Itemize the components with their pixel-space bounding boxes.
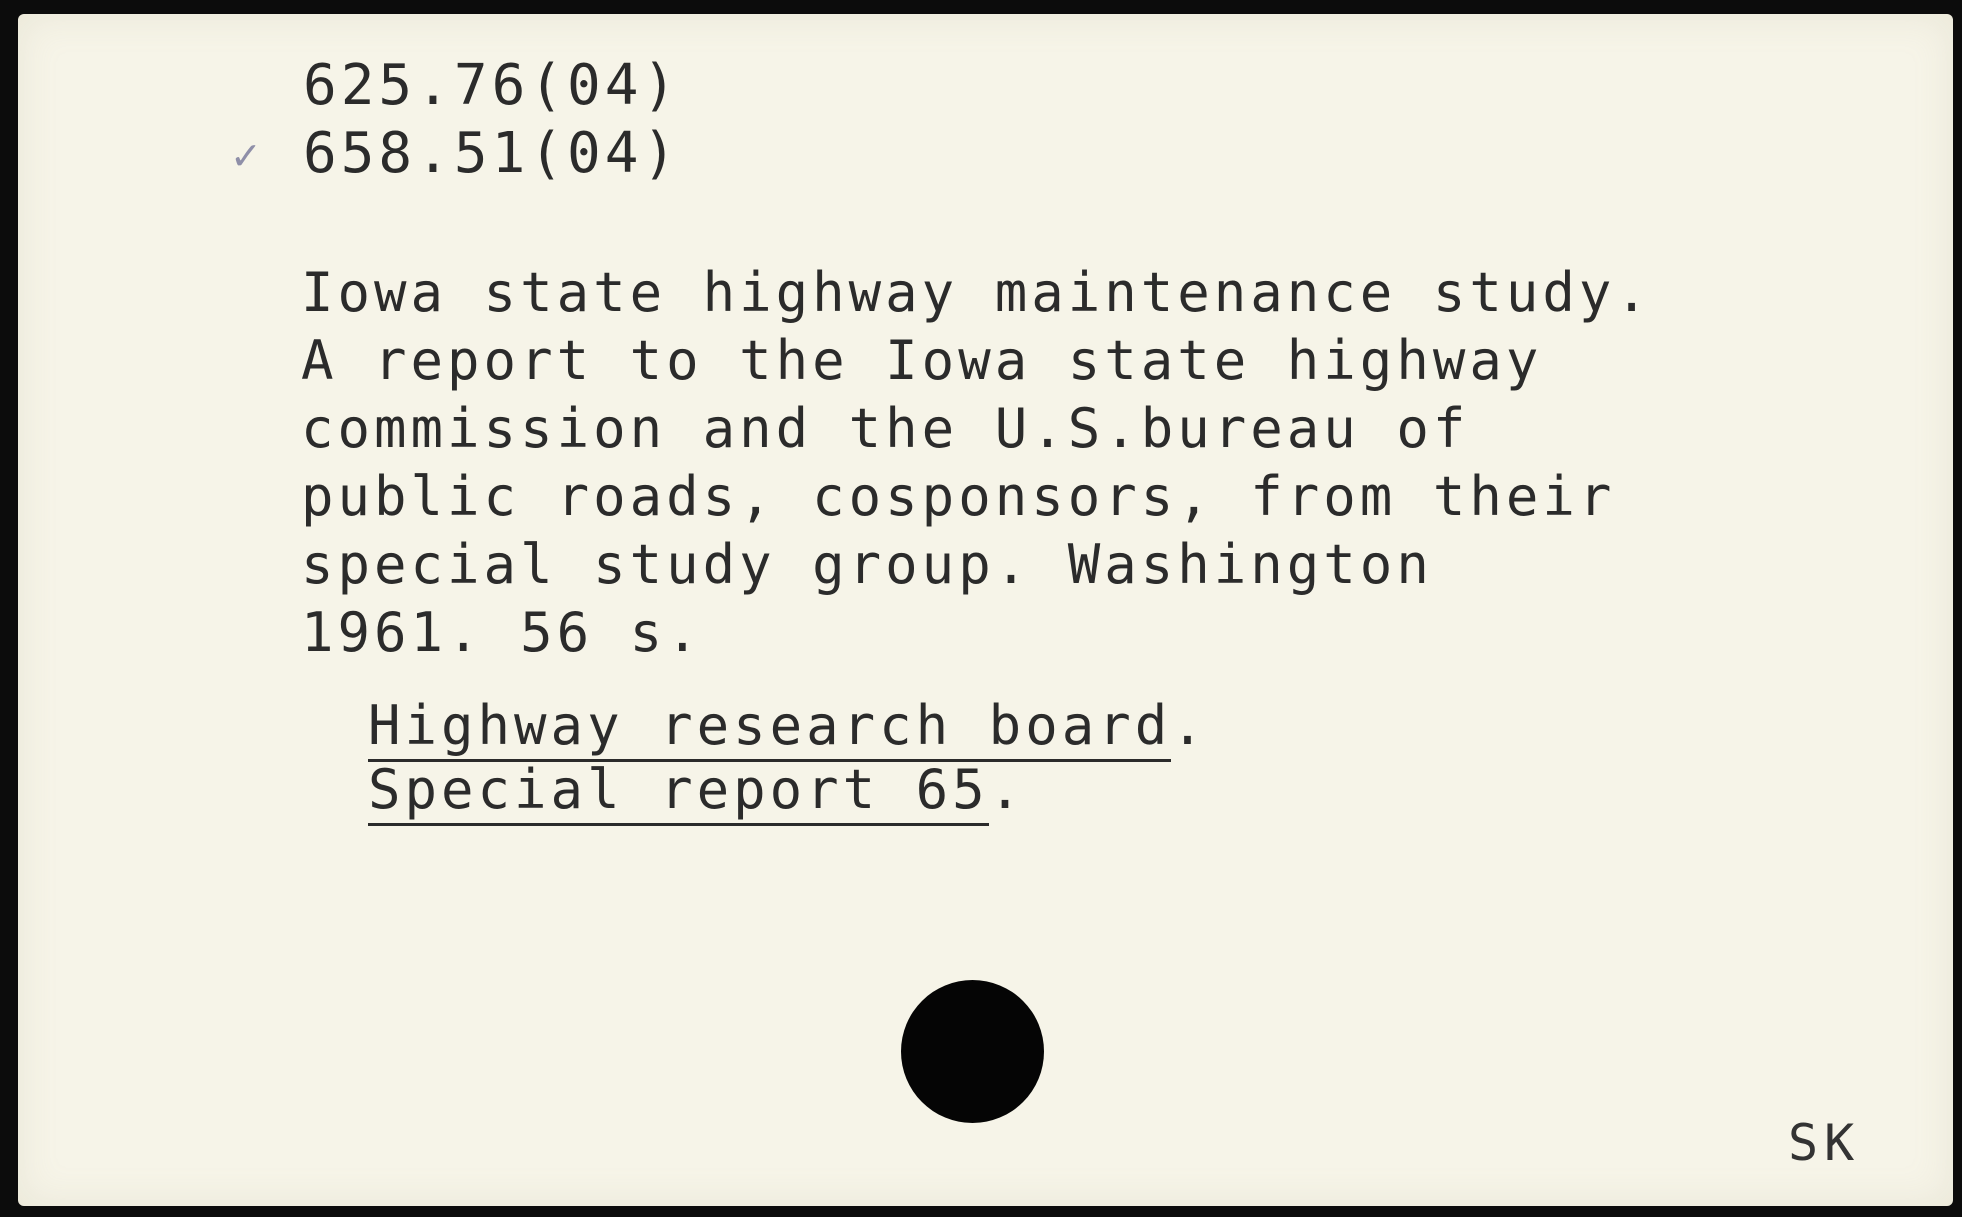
entry-line-3: commission and the U.S.bureau of <box>301 397 1470 460</box>
entry-line-2: A report to the Iowa state highway <box>301 329 1543 392</box>
class-number-1: 625.76(04) <box>303 53 681 118</box>
catalog-card <box>18 14 1953 1206</box>
series-number-punct: . <box>988 758 1026 821</box>
punch-hole <box>901 980 1044 1123</box>
cataloger-initials: SK <box>1788 1114 1861 1172</box>
series-name: Highway research board <box>368 694 1171 762</box>
series-name-punct: . <box>1171 694 1208 757</box>
class-number-2: 658.51(04) <box>303 121 681 186</box>
series-line-2 <box>368 758 1025 822</box>
entry-line-5: special study group. Washington <box>301 533 1433 596</box>
entry-line-4: public roads, cosponsors, from their <box>301 465 1616 528</box>
series-number: Special report 65 <box>368 758 989 826</box>
entry-line-1: Iowa state highway maintenance study. <box>301 261 1652 324</box>
entry-line-6: 1961. 56 s. <box>301 601 703 664</box>
series-line-1 <box>368 694 1208 758</box>
check-mark-icon: ✓ <box>230 134 262 178</box>
